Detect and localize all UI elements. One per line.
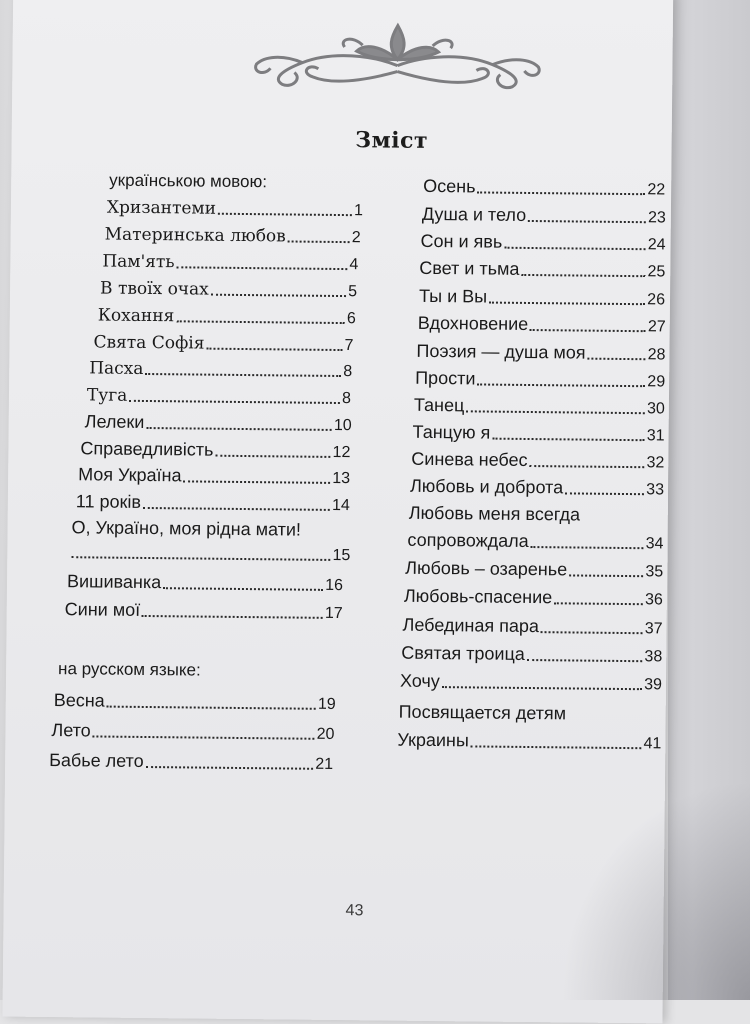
toc-entry-page: 17 — [324, 604, 343, 623]
toc-entry-title: Лебединая пара — [402, 614, 540, 637]
toc-entry-title: Святая троица — [401, 642, 525, 664]
toc-entry-page: 1 — [353, 202, 364, 220]
toc-entry-page: 21 — [315, 755, 334, 773]
toc-entry — [65, 599, 343, 623]
toc-entry-title: Синева небес — [411, 448, 528, 470]
page-shadow — [560, 780, 750, 1000]
toc-entry-page: 27 — [647, 318, 666, 336]
toc-entry-page: 2 — [351, 229, 361, 247]
toc-entry-title: О, Україно, моя рідна мати! — [71, 517, 302, 540]
toc-entry — [407, 530, 663, 554]
toc-entry — [419, 258, 665, 282]
toc-entry-page: 34 — [645, 535, 664, 553]
toc-entry-page: 22 — [647, 181, 666, 199]
toc-entry — [71, 544, 350, 565]
toc-entry-page: 14 — [331, 496, 350, 515]
toc-entry-page: 29 — [647, 373, 666, 391]
toc-entry-page: 41 — [643, 735, 662, 753]
toc-entry — [105, 225, 361, 248]
toc-entry-page: 10 — [333, 416, 352, 435]
toc-entry-page: 8 — [341, 390, 352, 408]
page-title: Зміст — [355, 127, 429, 154]
toc-entry-title: Душа и тело — [421, 203, 527, 225]
toc-entry-title: Сон и явь — [420, 230, 503, 252]
toc-entry — [102, 252, 358, 275]
toc-entry — [93, 332, 353, 355]
toc-entry-page: 28 — [647, 346, 666, 364]
toc-entry-title: Лелеки — [84, 411, 145, 432]
toc-entry — [107, 198, 363, 221]
toc-entry-page: 23 — [647, 209, 666, 227]
toc-entry-page: 33 — [646, 481, 665, 499]
toc-entry-page: 16 — [325, 576, 344, 595]
toc-entry-title: В твоїх очах — [99, 278, 209, 300]
toc-entry-title: Сини мої — [64, 599, 141, 620]
toc-entry-page: 37 — [644, 620, 663, 638]
toc-entry-page: 24 — [647, 236, 666, 254]
toc-entry-title: Любовь-спасение — [403, 585, 553, 608]
toc-entry-title: Украины — [397, 729, 469, 751]
toc-entry-title: Посвящается детям — [398, 701, 567, 724]
toc-entry — [85, 411, 352, 435]
toc-entry — [78, 464, 350, 488]
toc-entry — [414, 395, 665, 419]
section-heading-russian: на русском языке: — [58, 659, 201, 680]
toc-entry-title: Кохання — [97, 305, 175, 327]
toc-entry — [100, 278, 357, 301]
toc-entry — [87, 385, 351, 408]
page-number: 43 — [345, 902, 364, 920]
toc-entry-page: 5 — [348, 283, 358, 301]
toc-entry-title: сопровождала — [407, 529, 529, 551]
toc-entry-title: Пам'ять — [102, 251, 175, 273]
toc-entry-page: 36 — [644, 591, 663, 609]
toc-entry — [402, 615, 662, 639]
toc-entry-page: 26 — [647, 291, 666, 309]
toc-entry-title: Свет и тьма — [419, 257, 520, 279]
toc-entry — [418, 313, 666, 337]
toc-entry-page: 8 — [343, 363, 353, 381]
toc-entry-page: 31 — [646, 427, 665, 445]
toc-entry-page: 20 — [316, 725, 335, 743]
toc-entry — [397, 730, 661, 754]
toc-entry-page: 19 — [317, 695, 336, 713]
toc-entry — [422, 204, 666, 228]
toc-entry-page: 6 — [346, 310, 356, 328]
toc-entry — [98, 305, 356, 328]
toc-entry-title: Лето — [51, 720, 91, 741]
toc-entry-title: Любовь и доброта — [409, 475, 564, 498]
toc-entry-title: Пасха — [89, 358, 144, 379]
toc-entry-title: Справедливість — [80, 438, 214, 460]
toc-entry-page: 25 — [647, 263, 666, 281]
toc-entry-page: 32 — [646, 454, 665, 472]
toc-entry — [410, 476, 664, 500]
toc-entry-title: Весна — [53, 690, 105, 711]
toc-entry — [423, 176, 665, 200]
toc-entry-page: 13 — [332, 469, 351, 488]
toc-entry-title: 11 років — [75, 491, 142, 512]
toc-entry — [400, 671, 662, 695]
toc-entry — [412, 422, 664, 446]
toc-entry — [54, 690, 336, 714]
toc-entry-title: Вишиванка — [66, 571, 162, 593]
toc-entry-title: Ты и Вы — [418, 285, 488, 307]
toc-entry-title: Поэзия — душа моя — [416, 340, 586, 363]
toc-entry — [89, 358, 352, 381]
toc-entry-title: Хризантеми — [106, 197, 217, 219]
section-heading-ukrainian: українською мовою: — [109, 170, 268, 192]
toc-entry-page: 7 — [344, 337, 354, 355]
toc-entry-title: Свята Софія — [93, 332, 205, 354]
toc-entry — [51, 720, 334, 744]
flourish-ornament-icon — [252, 14, 543, 97]
toc-entry — [419, 286, 665, 310]
toc-entry — [404, 586, 663, 610]
toc-entry-title: Прости — [415, 367, 476, 389]
toc-entry-title: Туга — [86, 385, 128, 406]
toc-entry-title: Любовь – озаренье — [405, 557, 568, 580]
toc-entry-page: 38 — [644, 648, 663, 666]
toc-entry-page: 12 — [332, 443, 351, 462]
toc-entry — [416, 341, 665, 365]
toc-entry-title: Моя Україна — [78, 464, 182, 486]
toc-entry-title: Любовь меня всегда — [408, 502, 581, 525]
toc-entry — [67, 571, 343, 595]
toc-entry — [415, 368, 665, 392]
toc-entry — [401, 643, 662, 667]
toc-entry — [80, 438, 350, 462]
toc-entry-page: 30 — [646, 400, 665, 418]
toc-entry-title: Материнська любов — [104, 224, 286, 247]
toc-entry — [405, 558, 663, 582]
toc-entry-title: Бабье лето — [49, 749, 144, 771]
toc-entry-page: 39 — [644, 676, 663, 694]
toc-entry-page: 4 — [349, 256, 359, 274]
toc-entry-title: Вдохновение — [417, 312, 529, 334]
toc-entry — [49, 750, 333, 774]
toc-entry-title: Осень — [423, 175, 476, 197]
toc-entry — [76, 491, 350, 515]
toc-entry-page: 15 — [332, 546, 351, 565]
toc-entry-title: Танец — [413, 394, 465, 416]
toc-entry-page: 35 — [645, 563, 664, 581]
toc-entry — [420, 231, 665, 255]
toc-entry-title: Танцую я — [412, 421, 491, 443]
toc-entry — [411, 449, 664, 473]
toc-entry-title: Хочу — [399, 670, 440, 692]
